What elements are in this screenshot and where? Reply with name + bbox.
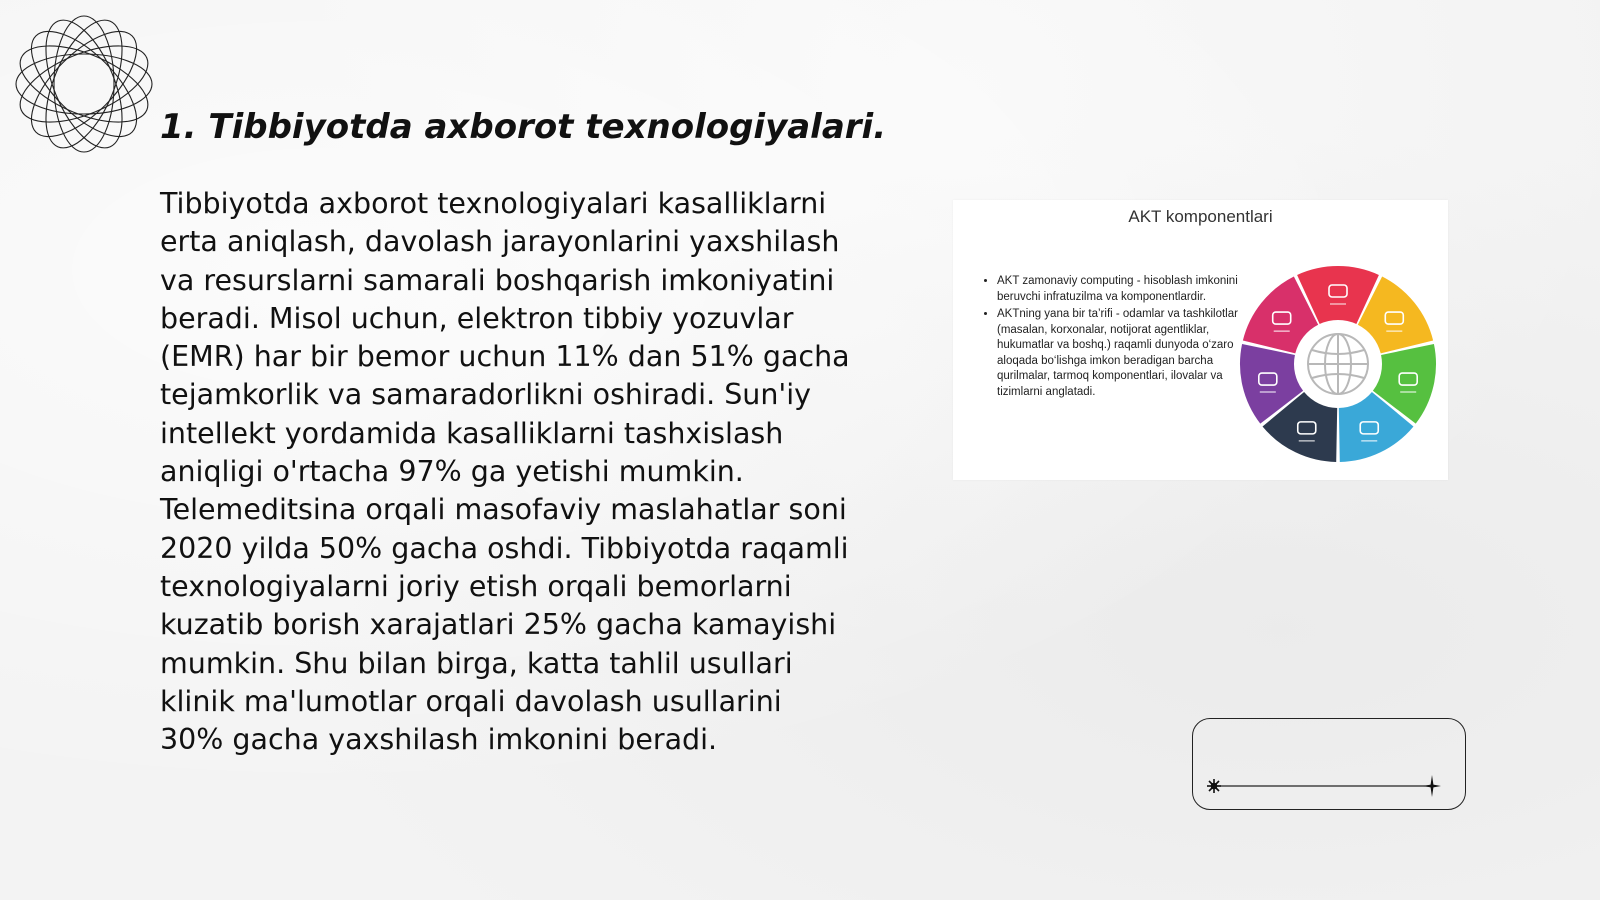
- sparkle-icon: [1207, 779, 1221, 793]
- embedded-bullet: • AKTning yana bir ta’rifi - odamlar va tashkilotlar (masalan, korxonalar, notijorat agentliklar, hukumatlar va boshq.) raqamli dunyoda o‘zaro aloqada bo‘lishga imkon beradigan barcha qurilmalar, tarmoq komponentlari, ilovalar va tizimlarni anglatadi.: [997, 307, 1259, 400]
- star-cross-icon: [1423, 775, 1441, 797]
- decorative-line: [1206, 775, 1454, 797]
- embedded-bullet: • AKT zamonaviy computing - hisoblash imkonini beruvchi infratuzilma va komponentlardir.: [997, 274, 1259, 305]
- embedded-slide-image: [953, 200, 1448, 480]
- slide-title: 1. Tibbiyotda axborot texnologiyalari.: [160, 107, 887, 147]
- embedded-slide-bullets: [986, 274, 1259, 402]
- slide-body-text: Tibbiyotda axborot texnologiyalari kasalliklarni erta aniqlash, davolash jarayonlarini yaxshilash va resurslarni samarali boshqarish imkoniyatini beradi. Misol uchun, elektron tibbiy yozuvlar (EMR) har bir bemor uchun 11% dan 51% gacha tejamkorlik va samaradorlikni oshiradi. Sun'iy intellekt yordamida kasalliklarni tashxislash aniqligi o'rtacha 97% ga yetishi mumkin. Telemeditsina orqali masofaviy maslahatlar soni 2020 yilda 50% gacha oshdi. Tibbiyotda raqamli texnologiyalarni joriy etish orqali bemorlarni kuzatib borish xarajatlari 25% gacha kamayishi mumkin. Shu bilan birga, katta tahlil usullari klinik ma'lumotlar orqali davolash usullarini 30% gacha yaxshilash imkonini beradi.: [160, 187, 850, 757]
- spirograph-ornament-icon: [10, 10, 158, 158]
- ict-components-wheel: [1235, 261, 1441, 467]
- globe-icon: [1308, 334, 1368, 394]
- embedded-slide-title: AKT komponentlari: [1128, 207, 1273, 226]
